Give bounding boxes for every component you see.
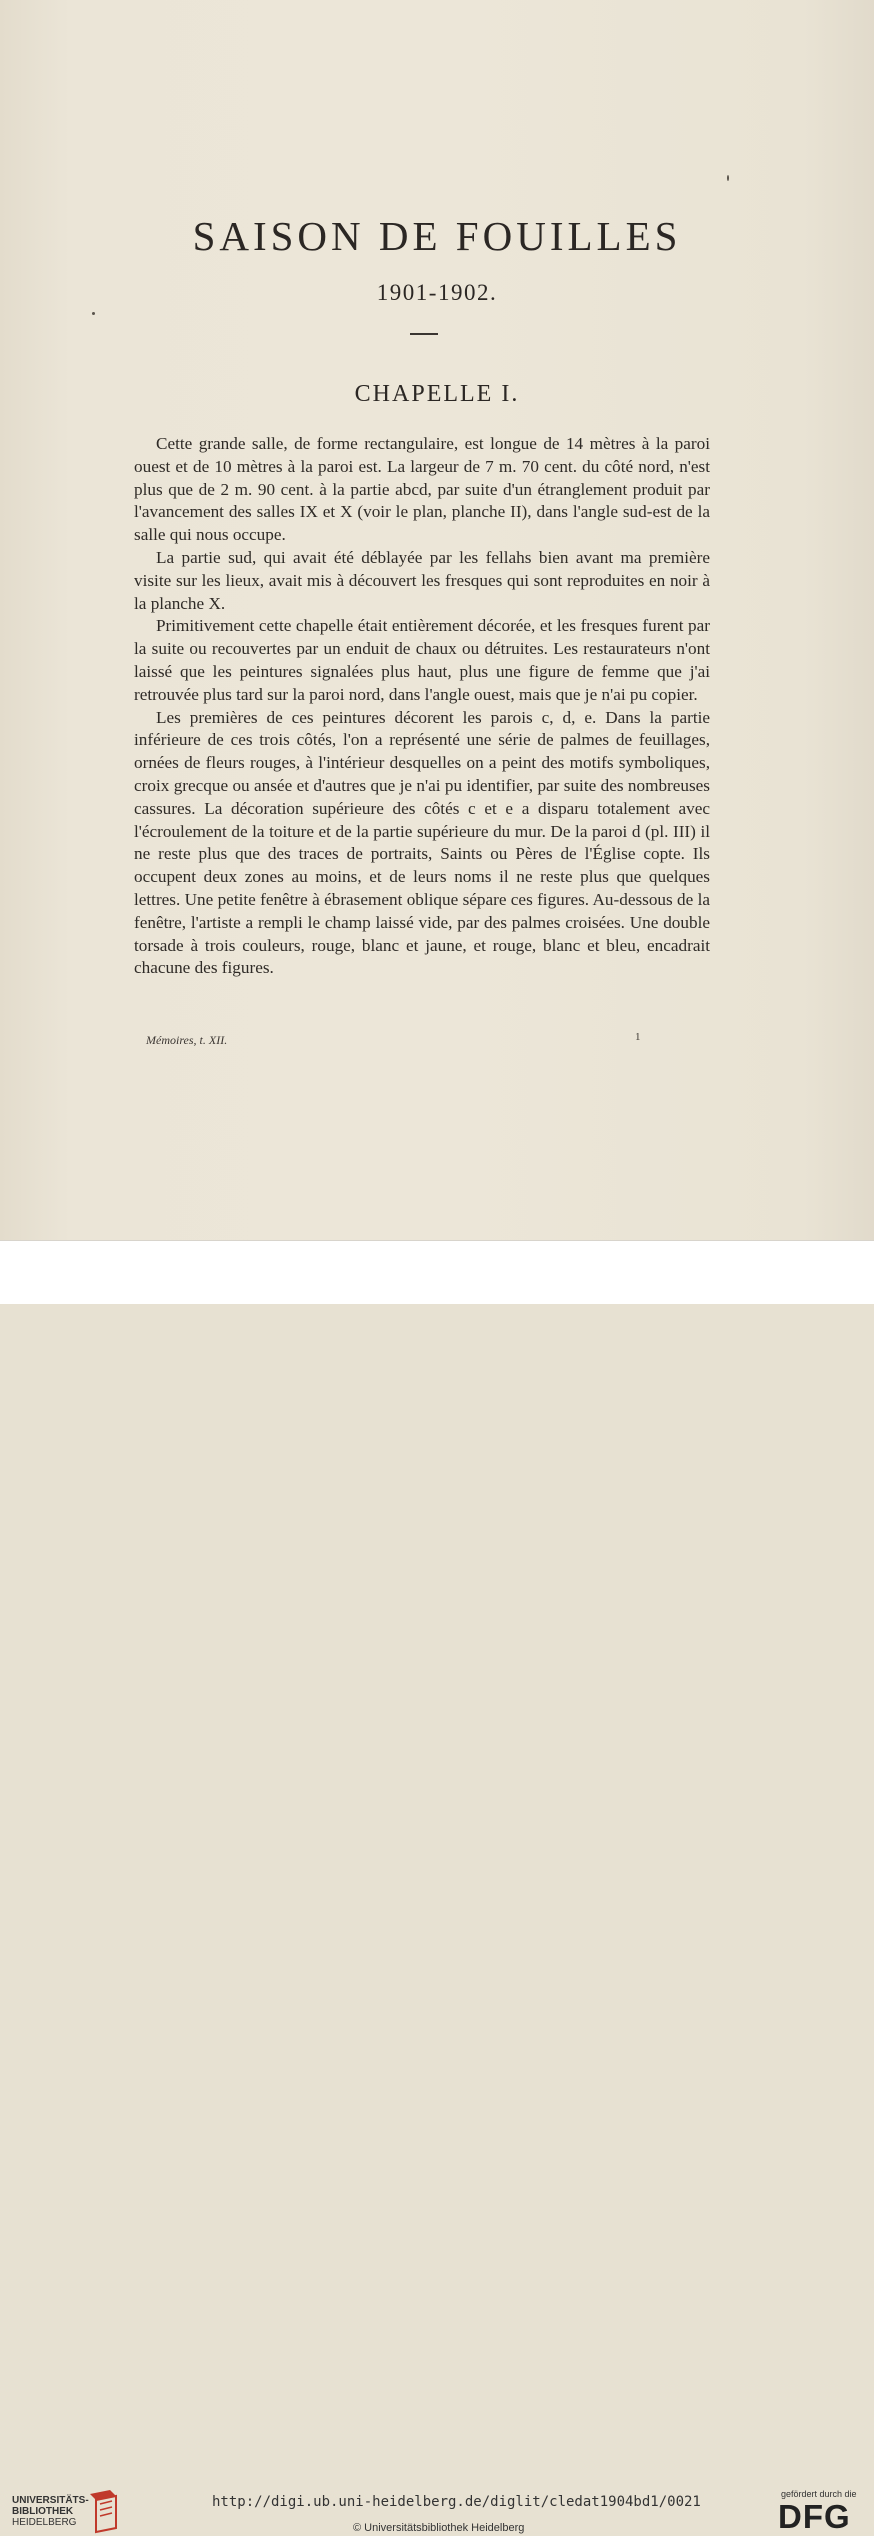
university-logo-icon[interactable] <box>86 2488 122 2536</box>
university-line: UNIVERSITÄTS- <box>12 2495 89 2506</box>
paper-speck <box>727 175 729 181</box>
viewer-footer-bar <box>0 1240 874 2535</box>
university-line: BIBLIOTHEK <box>12 2506 74 2517</box>
page-footer-volume: Mémoires, t. XII. <box>146 1033 228 1047</box>
divider-rule <box>410 333 438 335</box>
university-wordmark[interactable] <box>12 2495 89 2528</box>
university-line: HEIDELBERG <box>12 2517 77 2528</box>
chapter-heading: CHAPELLE I. <box>354 381 520 407</box>
scanned-page <box>0 0 874 1240</box>
paragraph: La partie sud, qui avait été déblayée par les fellahs bien avant ma première visite sur les lieux, avait mis à découvert les fresques qui sont reproduites en noir à la planche X. <box>134 547 710 613</box>
body-text <box>134 433 710 980</box>
paragraph: Les premières de ces peintures décorent les parois c, d, e. Dans la partie inférieure de ces trois côtés, l'on a représenté une série de palmes de feuillages, ornées de fleurs rouges, à l'intérieur desquelles on a peint des motifs symboliques, croix grecque ou ansée et d'autres que je n'ai pu identifier, par suite des nombreuses cassures. La décoration supérieure des côtés c et e a disparu totalement avec l'écroulement de la toiture et de la partie supérieure du mur. De la paroi d (pl. III) il ne reste plus que des traces de portraits, Saints ou Pères de l'Église copte. Ils occupent deux zones au moins, et de leurs noms il ne reste plus que quelques lettres. Une petite fenêtre à ébrasement oblique sépare ces figures. Au-dessous de la fenêtre, l'artiste a rempli le champ laissé vide, par des palmes croisées. Une double torsade à trois couleurs, rouge, blanc et jaune, et rouge, blanc et bleu, encadrait chacune des figures. <box>134 707 710 978</box>
copyright-notice: © Universitätsbibliothek Heidelberg <box>353 2522 525 2534</box>
funder-caption: gefördert durch die <box>781 2489 857 2499</box>
paper-speck <box>92 312 95 315</box>
permalink-url[interactable]: http://digi.ub.uni-heidelberg.de/diglit/cledat1904bd1/0021 <box>212 2494 701 2510</box>
paragraph: Primitivement cette chapelle était entièrement décorée, et les fresques furent par la suite ou recouvertes par un enduit de chaux ou détruites. Les restaurateurs n'ont laissé que les peintures signalées plus haut, plus une figure de femme que j'ai retrouvée plus tard sur la paroi nord, dans l'angle ouest, mais que je n'ai pu copier. <box>134 616 710 704</box>
page-years: 1901-1902. <box>376 280 498 305</box>
page-footer-signature: 1 <box>635 1031 641 1043</box>
dfg-logo[interactable]: DFG <box>778 2498 851 2535</box>
paragraph: Cette grande salle, de forme rectangulaire, est longue de 14 mètres à la paroi ouest et de 10 mètres à la paroi est. La largeur de 7 m. 70 cent. du côté nord, n'est plus que de 2 m. 90 cent. à la partie abcd, par suite d'un étranglement produit par l'avancement des salles IX et X (voir le plan, planche II), dans l'angle sud-est de la salle qui nous occupe. <box>134 434 710 545</box>
page-title: SAISON DE FOUILLES <box>192 213 682 259</box>
